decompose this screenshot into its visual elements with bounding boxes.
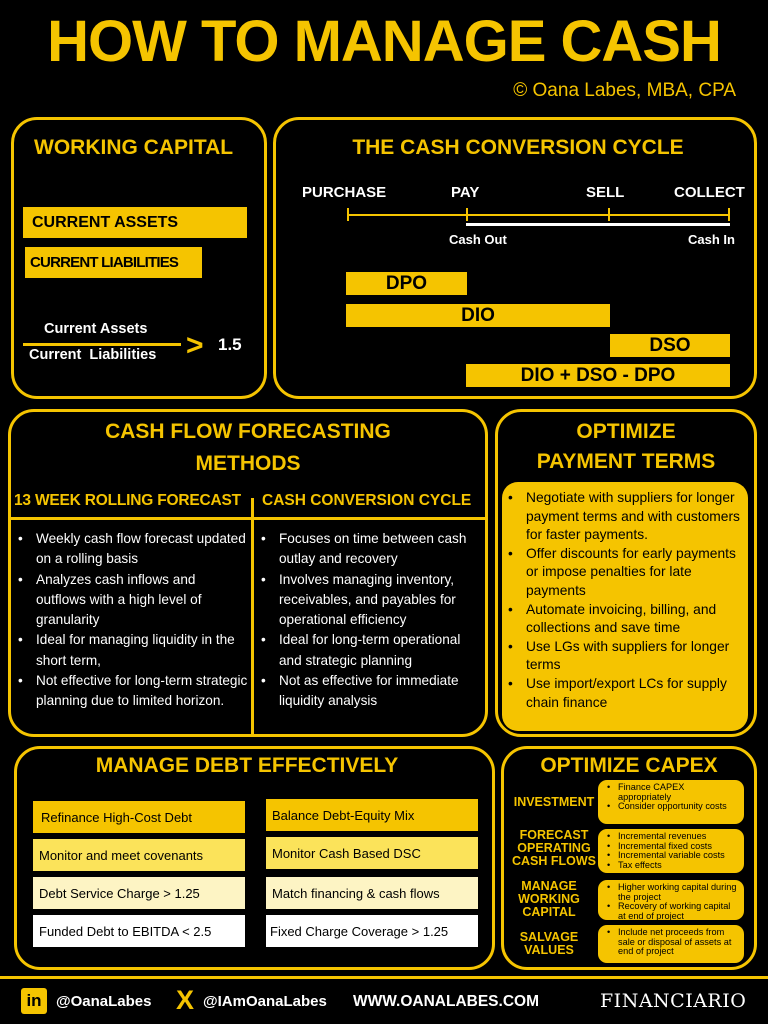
capex-item: • Consider opportunity costs: [604, 802, 740, 812]
capex-label-salvage: [509, 931, 589, 957]
capex-label-working-capital: [509, 880, 589, 919]
payment-terms-panel: [495, 409, 757, 737]
list-item: • Not as effective for immediate liquidity analysis: [257, 671, 485, 712]
list-item: • Use LGs with suppliers for longer terms: [504, 638, 742, 675]
capex-panel: [501, 746, 757, 970]
cash-in-label: Cash In: [688, 232, 735, 247]
working-capital-panel: [11, 117, 267, 399]
capex-item: • Incremental variable costs: [604, 851, 740, 861]
capex-item: • Recovery of working capital at end of project: [604, 902, 740, 921]
ccc-formula-bar: DIO + DSO - DPO: [466, 364, 730, 387]
forecasting-title-line1: CASH FLOW FORECASTING: [105, 420, 391, 443]
ratio-value: 1.5: [218, 335, 242, 354]
list-item: • Automate invoicing, billing, and collections and save time: [504, 601, 742, 638]
timeline-line: [348, 214, 730, 216]
footer-divider: [0, 976, 768, 979]
twitter-handle[interactable]: @IAmOanaLabes: [203, 993, 327, 1010]
current-assets-bar: CURRENT ASSETS: [23, 207, 247, 238]
stage-sell: SELL: [586, 184, 625, 201]
debt-box-cash-dsc: Monitor Cash Based DSC: [266, 837, 478, 869]
list-item: • Not effective for long-term strategic planning due to limited horizon.: [14, 671, 248, 712]
page-title: HOW TO MANAGE CASH: [47, 9, 721, 74]
capex-item: • Incremental fixed costs: [604, 842, 740, 852]
website-link[interactable]: WWW.OANALABES.COM: [353, 993, 539, 1010]
debt-box-fixed-charge: Fixed Charge Coverage > 1.25: [266, 915, 478, 947]
dio-bar: DIO: [346, 304, 610, 327]
capex-item: • Incremental revenues: [604, 832, 740, 842]
working-capital-title: WORKING CAPITAL: [34, 136, 234, 159]
payment-terms-list: [502, 482, 748, 712]
forecasting-panel: [8, 409, 488, 737]
capex-item: • Tax effects: [604, 861, 740, 871]
capex-item: • Include net proceeds from sale or disposal of assets at end of project: [604, 928, 740, 957]
debt-box-debt-equity: Balance Debt-Equity Mix: [266, 799, 478, 831]
column-divider: [251, 498, 254, 734]
copyright: © Oana Labes, MBA, CPA: [513, 80, 736, 101]
stage-purchase: PURCHASE: [302, 184, 387, 201]
timeline-tick: [347, 208, 349, 221]
ccc-title: THE CASH CONVERSION CYCLE: [352, 136, 684, 159]
column-header-divider: [11, 517, 485, 520]
dso-bar: DSO: [610, 334, 730, 357]
debt-box-refinance: Refinance High-Cost Debt: [33, 801, 245, 833]
debt-box-dsc: Debt Service Charge > 1.25: [33, 877, 245, 909]
list-item: • Analyzes cash inflows and outflows with a high level of granularity: [14, 570, 248, 631]
stage-pay: PAY: [451, 184, 480, 201]
timeline-tick: [466, 208, 468, 221]
current-liabilities-bar: CURRENT LIABILITIES: [25, 247, 202, 278]
x-icon-glyph: X: [176, 985, 195, 1015]
linkedin-handle[interactable]: @OanaLabes: [56, 993, 152, 1010]
list-item: • Ideal for managing liquidity in the short term,: [14, 630, 248, 671]
list-item: • Negotiate with suppliers for longer payment terms and with customers for faster payments.: [504, 489, 742, 545]
payment-terms-title-line1: OPTIMIZE: [576, 420, 676, 443]
list-item: • Offer discounts for early payments or impose penalties for late payments: [504, 545, 742, 601]
capex-box-forecast: [598, 829, 744, 873]
debt-title: MANAGE DEBT EFFECTIVELY: [95, 754, 399, 777]
ccc-method-title: CASH CONVERSION CYCLE: [262, 492, 472, 509]
debt-box-funded-debt: Funded Debt to EBITDA < 2.5: [33, 915, 245, 947]
linkedin-icon[interactable]: [21, 988, 47, 1014]
greater-than-sign: >: [186, 329, 204, 362]
timeline-tick: [608, 208, 610, 221]
capex-label-forecast: [509, 829, 599, 868]
capex-label-text: SALVAGE VALUES: [519, 930, 579, 957]
list-item: • Weekly cash flow forecast updated on a rolling basis: [14, 529, 248, 570]
x-icon[interactable]: [176, 985, 194, 1016]
list-item: • Ideal for long-term operational and strategic planning: [257, 630, 485, 671]
rolling-forecast-title: 13 WEEK ROLLING FORECAST: [14, 492, 241, 509]
timeline-tick: [728, 208, 730, 221]
payment-terms-box: [502, 482, 748, 731]
payment-terms-title-line2: PAYMENT TERMS: [536, 450, 716, 473]
capex-item: • Finance CAPEX appropriately: [604, 783, 740, 802]
brand-logo: FINANCIARIO: [600, 990, 747, 1012]
cash-out-label: Cash Out: [449, 232, 507, 247]
capex-box-salvage: [598, 925, 744, 963]
list-item: • Focuses on time between cash outlay and recovery: [257, 529, 485, 570]
debt-box-match-financing: Match financing & cash flows: [266, 877, 478, 909]
list-item: • Involves managing inventory, receivables, and payables for operational efficiency: [257, 570, 485, 631]
ratio-numerator: Current Assets: [44, 321, 148, 337]
forecasting-title-line2: METHODS: [195, 452, 301, 475]
capex-item: • Higher working capital during the project: [604, 883, 740, 902]
capex-box-working-capital: [598, 880, 744, 920]
linkedin-icon-glyph: in: [26, 991, 42, 1010]
dpo-bar: DPO: [346, 272, 467, 295]
capex-title: OPTIMIZE CAPEX: [540, 754, 718, 777]
capex-box-investment: [598, 780, 744, 824]
ratio-denominator: Current Liabilities: [29, 347, 157, 363]
capex-label-text: MANAGE WORKING CAPITAL: [518, 879, 580, 919]
capex-label-investment: INVESTMENT: [513, 795, 595, 809]
list-item: • Use import/export LCs for supply chain finance: [504, 675, 742, 712]
ccc-panel: [273, 117, 757, 399]
debt-panel: [14, 746, 495, 970]
stage-collect: COLLECT: [674, 184, 745, 201]
fraction-line: [23, 343, 181, 346]
capex-label-text: FORECAST OPERATING CASH FLOWS: [511, 828, 597, 868]
cash-cycle-line: [466, 223, 730, 226]
debt-box-covenants: Monitor and meet covenants: [33, 839, 245, 871]
ccc-method-list: [257, 529, 485, 712]
rolling-forecast-list: [14, 529, 248, 712]
